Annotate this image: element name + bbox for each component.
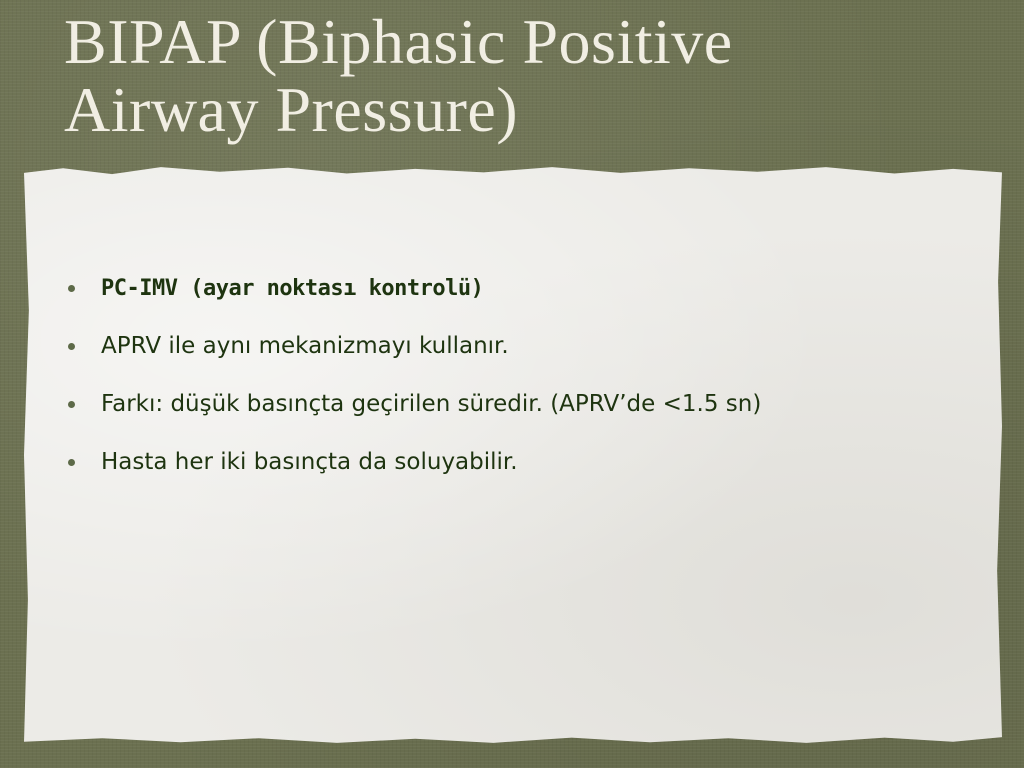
bullet-item-1 xyxy=(64,272,984,330)
bullet-dot-icon xyxy=(68,459,75,466)
bullet-item-4 xyxy=(64,446,984,504)
slide-title-line-1: BIPAP (Biphasic Positive xyxy=(64,6,733,77)
bullet-text-3: Farkı: düşük basınçta geçirilen süredir. (APRV’de <1.5 sn) xyxy=(101,391,762,417)
bullet-dot-icon xyxy=(68,343,75,350)
bullet-text-4: Hasta her iki basınçta da soluyabilir. xyxy=(101,449,518,475)
bullet-item-2 xyxy=(64,330,984,388)
bullet-dot-icon xyxy=(68,401,75,408)
slide-title xyxy=(64,8,964,144)
bullet-text-1: PC-IMV (ayar noktası kontrolü) xyxy=(101,276,484,301)
bullet-item-3 xyxy=(64,388,984,446)
slide-title-line-2: Airway Pressure) xyxy=(64,74,519,145)
bullet-dot-icon xyxy=(68,285,75,292)
bullet-text-2: APRV ile aynı mekanizmayı kullanır. xyxy=(101,333,509,359)
bullet-list xyxy=(64,272,984,504)
